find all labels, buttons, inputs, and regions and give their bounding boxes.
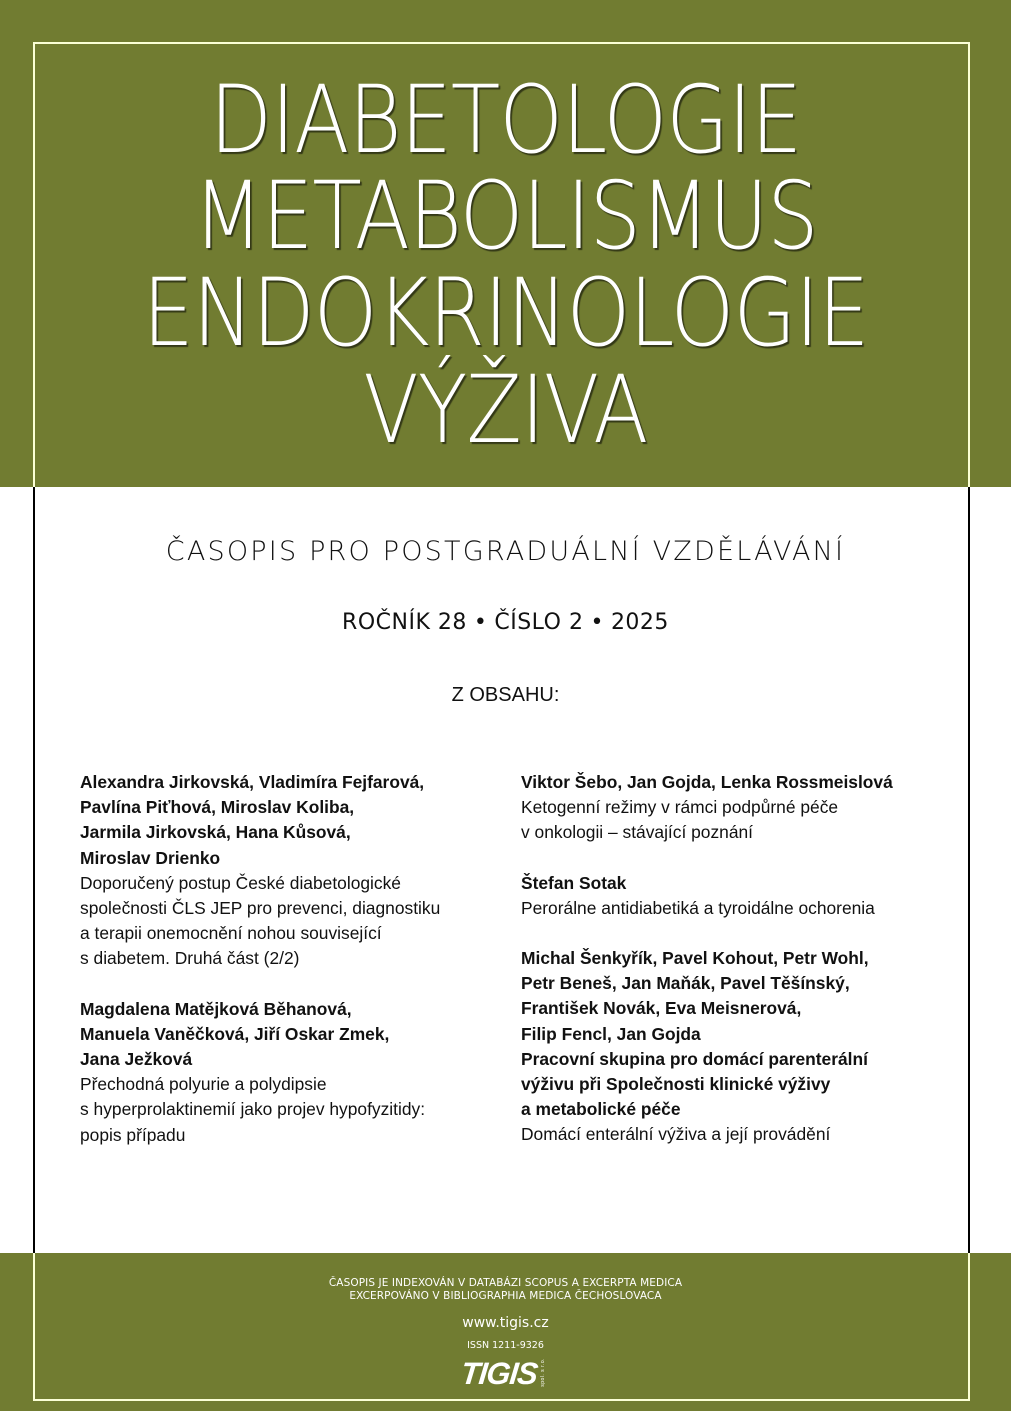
authors-line: Jana Ježková — [80, 1049, 193, 1070]
issue-year: 2025 — [610, 610, 669, 635]
indexing-note — [0, 1277, 1011, 1303]
authors-line: Manuela Vaněčková, Jiří Oskar Zmek, — [80, 1023, 390, 1044]
article-authors — [80, 770, 500, 871]
article-entry — [521, 770, 951, 846]
group-line: výživu při Společnosti klinické výživy — [521, 1074, 831, 1095]
authors-line: Jarmila Jirkovská, Hana Kůsová, — [80, 822, 351, 843]
journal-title-line: METABOLISMUS — [193, 162, 818, 271]
title-line: společnosti ČLS JEP pro prevenci, diagnostiku — [80, 898, 441, 919]
indexing-line: EXCERPOVÁNO V BIBLIOGRAPHIA MEDICA ČECHOSLOVACA — [349, 1290, 662, 1302]
article-authors — [80, 997, 500, 1073]
article-working-group — [521, 1047, 951, 1123]
journal-subtitle: ČASOPIS PRO POSTGRADUÁLNÍ VZDĚLÁVÁNÍ — [165, 536, 846, 567]
title-line: Přechodná polyurie a polydipsie — [80, 1074, 327, 1095]
title-line: s diabetem. Druhá část (2/2) — [80, 948, 300, 969]
frame-border-right — [968, 487, 970, 1253]
group-line: Pracovní skupina pro domácí parenterální — [521, 1048, 868, 1069]
title-line: v onkologii – stávající poznání — [521, 822, 754, 843]
article-title — [521, 795, 951, 845]
journal-title-line: DIABETOLOGIE — [209, 66, 802, 175]
article-title — [80, 871, 500, 972]
contents-column-left — [80, 770, 500, 1173]
article-entry — [521, 946, 951, 1148]
separator-dot: • — [590, 610, 604, 635]
frame-border-bottom — [33, 1399, 970, 1401]
article-title — [521, 1122, 951, 1147]
journal-title-line: VÝŽIVA — [363, 356, 648, 465]
authors-line: Alexandra Jirkovská, Vladimíra Fejfarová, — [80, 772, 425, 792]
title-line: Perorálne antidiabetiká a tyroidálne ochorenia — [521, 897, 875, 918]
contents-column-right — [521, 770, 951, 1173]
authors-line: Filip Fencl, Jan Gojda — [521, 1023, 701, 1044]
issue-number: ČÍSLO 2 — [494, 610, 584, 635]
article-entry — [521, 871, 951, 921]
frame-border-left — [33, 487, 35, 1253]
title-line: Doporučený postup České diabetologické — [80, 872, 401, 893]
title-line: a terapii onemocnění nohou související — [80, 923, 382, 944]
article-entry — [80, 770, 500, 972]
authors-line: Viktor Šebo, Jan Gojda, Lenka Rossmeislová — [521, 772, 893, 792]
authors-line: František Novák, Eva Meisnerová, — [521, 998, 802, 1019]
issn: ISSN 1211-9326 — [467, 1340, 544, 1351]
publisher-logo — [461, 1357, 546, 1389]
publisher-logo-word: TIGIS — [459, 1356, 539, 1391]
issue-info — [0, 610, 1011, 635]
title-line: Ketogenní režimy v rámci podpůrné péče — [521, 797, 839, 818]
article-authors — [521, 946, 951, 1047]
frame-border-left — [33, 42, 35, 487]
authors-line: Miroslav Drienko — [80, 847, 221, 868]
group-line: a metabolické péče — [521, 1099, 681, 1120]
contents-heading: Z OBSAHU: — [451, 684, 560, 706]
article-entry — [80, 997, 500, 1148]
publisher-logo-suffix: spol. s r.o. — [539, 1358, 546, 1387]
separator-dot: • — [473, 610, 488, 635]
authors-line: Magdalena Matějková Běhanová, — [80, 998, 352, 1019]
frame-border-top — [33, 42, 970, 44]
article-authors — [521, 770, 951, 795]
journal-title-line: ENDOKRINOLOGIE — [142, 259, 869, 368]
title-line: popis případu — [80, 1124, 186, 1145]
publisher-url[interactable]: www.tigis.cz — [462, 1315, 549, 1331]
authors-line: Pavlína Piťhová, Miroslav Koliba, — [80, 797, 355, 818]
authors-line: Michal Šenkyřík, Pavel Kohout, Petr Wohl, — [521, 948, 869, 969]
frame-border-right — [968, 42, 970, 487]
article-authors — [521, 871, 951, 896]
title-line: Domácí enterální výživa a její provádění — [521, 1124, 831, 1145]
title-line: s hyperprolaktinemií jako projev hypofyzitidy: — [80, 1099, 426, 1120]
authors-line: Štefan Sotak — [521, 872, 627, 893]
issue-volume: ROČNÍK 28 — [342, 610, 467, 635]
article-title — [521, 896, 951, 921]
authors-line: Petr Beneš, Jan Maňák, Pavel Těšínský, — [521, 973, 850, 994]
article-title — [80, 1072, 500, 1148]
indexing-line: ČASOPIS JE INDEXOVÁN V DATABÁZI SCOPUS A EXCERPTA MEDICA — [328, 1277, 683, 1289]
